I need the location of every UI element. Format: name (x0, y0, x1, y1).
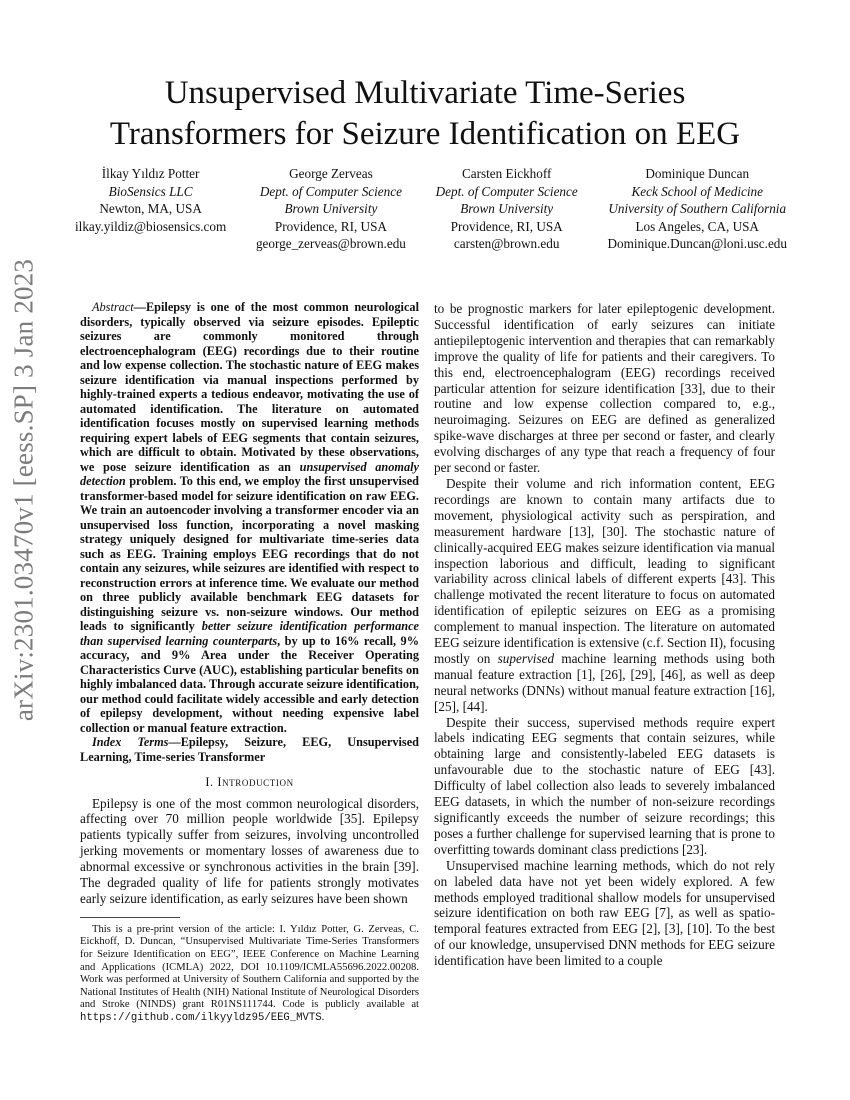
author-affiliation: Dept. of Computer Science (435, 183, 578, 199)
right-column (434, 301, 775, 969)
author-institution: Brown University (284, 201, 378, 217)
intro-paragraph-1: Epilepsy is one of the most common neurological disorders, affecting over 70 million people worldwide [35]. Epilepsy patients typically suffer from seizures, involving uncontrolled jerking movements or momentary losses of awareness due to abnormal excessive or synchronous activities in the brain [39]. The degraded quality of life for patients strongly motivates early seizure identification, as early seizures have been shown (80, 795, 419, 906)
para2-text-a: Despite their volume and rich information content, EEG recordings are known to contain many artifacts due to movement, physiological activity such as perspiration, and measurement hardware [13], [30]. The stochastic nature of clinically-acquired EEG makes seizure identification via manual inspection laborious and difficult, leading to significant variability across clinical labels of different experts [43]. This challenge motivated the recent literature to focus on automated identification of epileptic seizures on EEG as a promising complement to manual inspection. The literature on automated EEG seizure identification is extensive (c.f. Section II), focusing mostly on (434, 475, 775, 666)
intro-paragraph-continued: to be prognostic markers for later epileptogenic development. Successful identification of early seizures can initiate antiepileptogenic intervention and therapies that can remarkably improve the quality of life for patients and their caregivers. To this end, electroencephalogram (EEG) recordings received particular attention for seizure identification [33], due to their routine and low expense collection compared to, e.g., neuroimaging. Seizures on EEG are defined as generalized spike-wave discharges at three per second or faster, and clearly evolving discharges of any type that reach a frequency of four per second or faster. (434, 301, 775, 476)
title-line-1: Unsupervised Multivariate Time-Series (164, 75, 686, 111)
index-terms-text: Epilepsy, Seizure, EEG, Unsupervised Learning, Time-series Transformer (80, 735, 419, 764)
abstract-dash: — (133, 300, 146, 314)
author-name: George Zerveas (289, 166, 373, 181)
left-column (80, 300, 419, 1025)
author-3 (436, 165, 578, 253)
author-block (75, 165, 787, 253)
author-name: İlkay Yıldız Potter (101, 166, 200, 181)
footnote-text: This is a pre-print version of the article: I. Yıldız Potter, G. Zerveas, C. Eickhoff, D. Duncan, “Unsupervised Multivariate Time-Series Transformers for Seizure Identification on EEG”, IEEE Conference on Machine Learning and Applications (ICMLA) 2022, DOI 10.1109/ICMLA55696.2022.00208. Work was performed at University of Southern California and supported by the National Institutes of Health (NIH) National Institute of Neurological Disorders and Stroke (NINDS) grant R01NS111744. Code is publicly available at (80, 923, 419, 1011)
abstract-text-3: , by up to 16% recall, 9% accuracy, and 9% Area under the Receiver Operating Characteristics Curve (AUC), establishing particular benefits on highly imbalanced data. Through accurate seizure identification, our method could facilitate widely accessible and early detection of epilepsy development, without needing expensive label collection or manual feature extraction. (80, 633, 419, 735)
intro-paragraph-3: Despite their success, supervised methods require expert labels indicating EEG segments that contain seizures, while obtaining large and consistently-labeled EEG datasets is unfavourable due to the stochastic nature of EEG [43]. Difficulty of label collection also leads to severely imbalanced EEG datasets, in which the number of non-seizure recordings significantly exceeds the number of seizure recordings; this poses a further challenge for supervised learning that is prone to overfitting towards dominant class predictions [23]. (434, 714, 775, 857)
arxiv-identifier: arXiv:2301.03470v1 [eess.SP] 3 Jan 2023 (8, 258, 39, 722)
abstract-emphasis-2: better seizure identification performance than supervised learning counterparts (80, 619, 419, 648)
arxiv-sidebar (2, 258, 46, 722)
code-url-link[interactable]: https://github.com/ilkyyldz95/EEG_MVTS (80, 1012, 322, 1024)
para2-emphasis: supervised (497, 650, 555, 666)
paper-title (60, 73, 790, 155)
author-name: Carsten Eickhoff (461, 166, 552, 181)
abstract-emphasis-1: unsupervised anomaly detection (80, 459, 419, 488)
abstract-text-2: problem. To this end, we employ the first unsupervised transformer-based model for seizure identification on raw EEG. We train an autoencoder involving a transformer encoder via an unsupervised loss function, incorporating a novel masking strategy uniquely designed for multivariate time-series data such as EEG. Training employs EEG recordings that do not contain any seizures, while seizures are identified with respect to reconstruction errors at inference time. We evaluate our method on three publicly available benchmark EEG datasets for distinguishing seizure vs. non-seizure windows. Our method leads to significantly (80, 474, 419, 633)
abstract-label: Abstract (92, 300, 134, 314)
author-institution: Brown University (460, 201, 554, 217)
author-1 (75, 165, 226, 253)
author-affiliation: Dept. of Computer Science (259, 183, 402, 199)
author-email: Dominique.Duncan@loni.usc.edu (607, 236, 787, 252)
footnote-end: . (321, 1012, 325, 1023)
author-email: ilkay.yildiz@biosensics.com (75, 218, 227, 234)
intro-paragraph-4: Unsupervised machine learning methods, which do not rely on labeled data have not yet been widely explored. A few methods employed traditional shallow models for unsupervised seizure identification on both raw EEG [7], as well as spatio-temporal features extracted from EEG [2], [3], [10]. To the best of our knowledge, unsupervised DNN methods for EEG seizure identification have been limited to a couple (434, 857, 775, 969)
author-location: Los Angeles, CA, USA (635, 218, 759, 234)
author-email: carsten@brown.edu (453, 236, 560, 252)
author-affiliation: Keck School of Medicine (631, 183, 763, 199)
author-name: Dominique Duncan (645, 166, 750, 181)
index-terms-label: Index Terms (92, 735, 169, 749)
author-location: Newton, MA, USA (99, 201, 202, 217)
index-terms (80, 735, 419, 764)
abstract (80, 300, 419, 735)
author-affiliation: BioSensics LLC (108, 183, 193, 199)
para2-text-b: machine learning methods using both manual feature extraction [1], [26], [29], [46], as well as deep neural networks (DNNs) without manual feature extraction [16], [25], [44]. (434, 650, 775, 714)
section-numeral: I. (205, 775, 218, 789)
author-4 (607, 165, 787, 253)
intro-paragraph-2 (434, 476, 775, 715)
author-location: Providence, RI, USA (450, 218, 563, 234)
author-institution: University of Southern California (608, 201, 787, 217)
section-title: Introduction (217, 775, 294, 789)
footnote (80, 924, 419, 1025)
author-2 (256, 165, 406, 253)
author-email: george_zerveas@brown.edu (255, 236, 406, 252)
section-heading-introduction (80, 775, 419, 790)
footnote-rule (80, 917, 180, 918)
abstract-text-1: Epilepsy is one of the most common neurological disorders, typically observed via seizure episodes. Epileptic seizures are commonly monitored through electroencephalogram (EEG) recordings due to their routine and low expense collection. The stochastic nature of EEG makes seizure identification via manual inspections performed by highly-trained experts a tedious endeavor, motivating the use of automated identification. The literature on automated identification focuses mostly on supervised learning methods requiring expert labels of EEG segments that contain seizures, which are difficult to obtain. Motivated by these observations, we pose seizure identification as an (80, 300, 419, 474)
index-terms-dash: — (168, 735, 181, 749)
author-location: Providence, RI, USA (274, 218, 387, 234)
title-line-2: Transformers for Seizure Identification on EEG (109, 116, 741, 152)
